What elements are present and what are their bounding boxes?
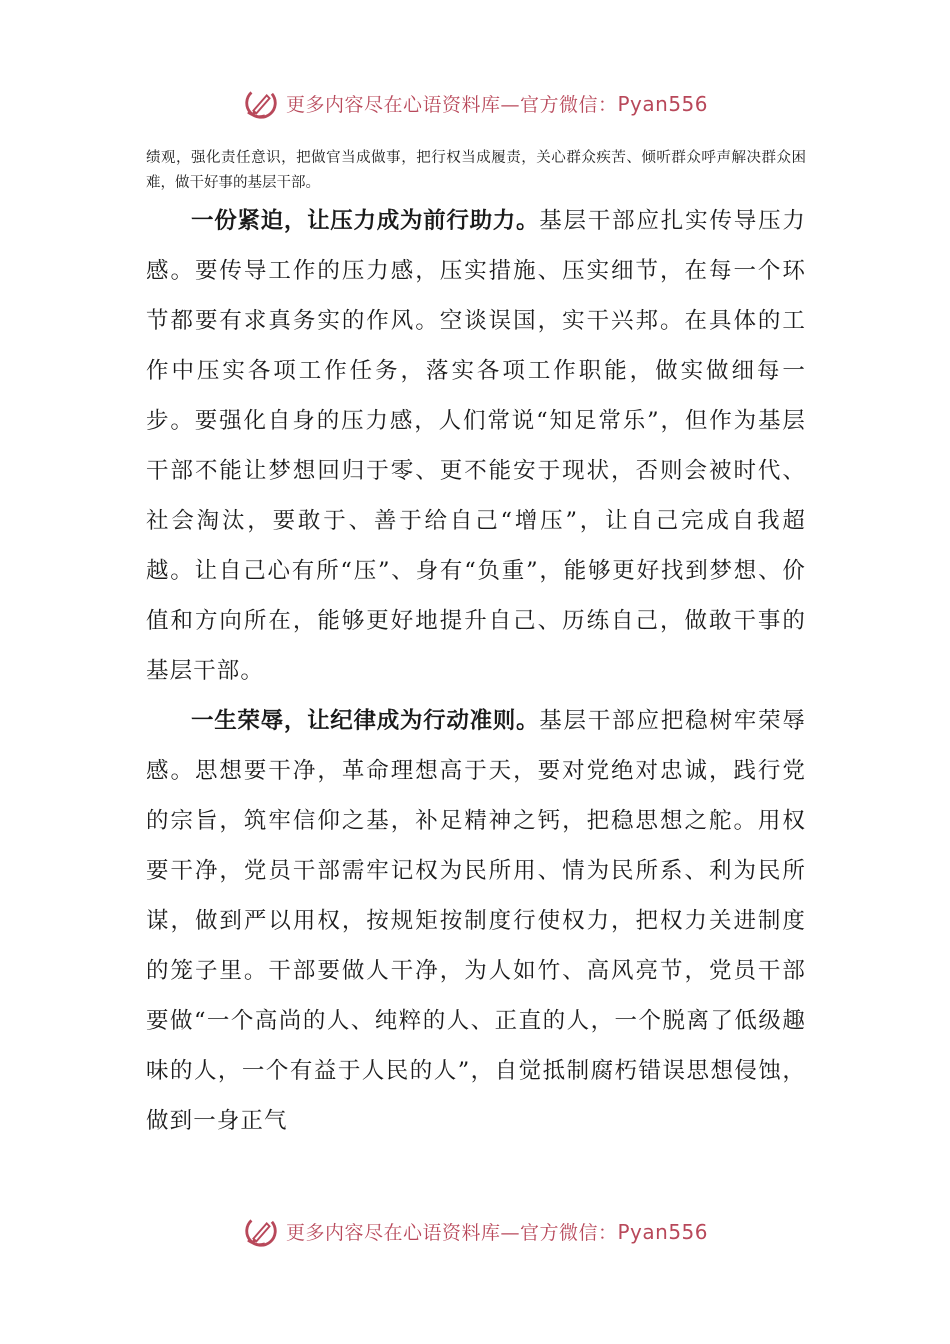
paragraph-text: 基层干部应把稳树牢荣辱感。思想要干净，革命理想高于天，要对党绝对忠诚，践行党的宗旨，筑牢信仰之基，补足精神之钙，把稳思想之舵。用权要干净，党员干部需牢记权为民所用、情为民所系、利为民所谋，做到严以用权，按规矩按制度行使权力，把权力关进制度的笼子里。干部要做人干净，为人如竹、高风亮节，党员干部要做“一个高尚的人、纯粹的人、正直的人，一个脱离了低级趣味的人，一个有益于人民的人”，自觉抵制腐朽错误思想侵蚀，做到一身正气 <box>146 708 806 1134</box>
intro-text: 绩观，强化责任意识，把做官当成做事，把行权当成履责，关心群众疾苦、倾听群众呼声解决群众困难，做干好事的基层干部。 <box>146 150 806 191</box>
intro-continuation <box>146 146 806 196</box>
paragraph-lead: 一生荣辱，让纪律成为行动准则。 <box>191 708 540 734</box>
footer-banner <box>0 1212 950 1250</box>
pen-swirl-logo-icon <box>242 84 280 122</box>
paragraph-lead: 一份紧迫，让压力成为前行助力。 <box>191 208 540 234</box>
pen-swirl-logo-icon <box>242 1212 280 1250</box>
document-body <box>146 196 806 1146</box>
header-banner <box>0 84 950 122</box>
paragraph-discipline <box>146 696 806 1146</box>
paragraph-text: 基层干部应扎实传导压力感。要传导工作的压力感，压实措施、压实细节，在每一个环节都要有求真务实的作风。空谈误国，实干兴邦。在具体的工作中压实各项工作任务，落实各项工作职能，做实做细每一步。要强化自身的压力感，人们常说“知足常乐”，但作为基层干部不能让梦想回归于零、更不能安于现状，否则会被时代、社会淘汰，要敢于、善于给自己“增压”，让自己完成自我超越。让自己心有所“压”、身有“负重”，能够更好找到梦想、价值和方向所在，能够更好地提升自己、历练自己，做敢干事的基层干部。 <box>146 208 806 684</box>
banner-text: 更多内容尽在心语资料库—官方微信：Pyan556 <box>285 1219 709 1244</box>
paragraph-pressure <box>146 196 806 696</box>
banner-text: 更多内容尽在心语资料库—官方微信：Pyan556 <box>285 91 709 116</box>
